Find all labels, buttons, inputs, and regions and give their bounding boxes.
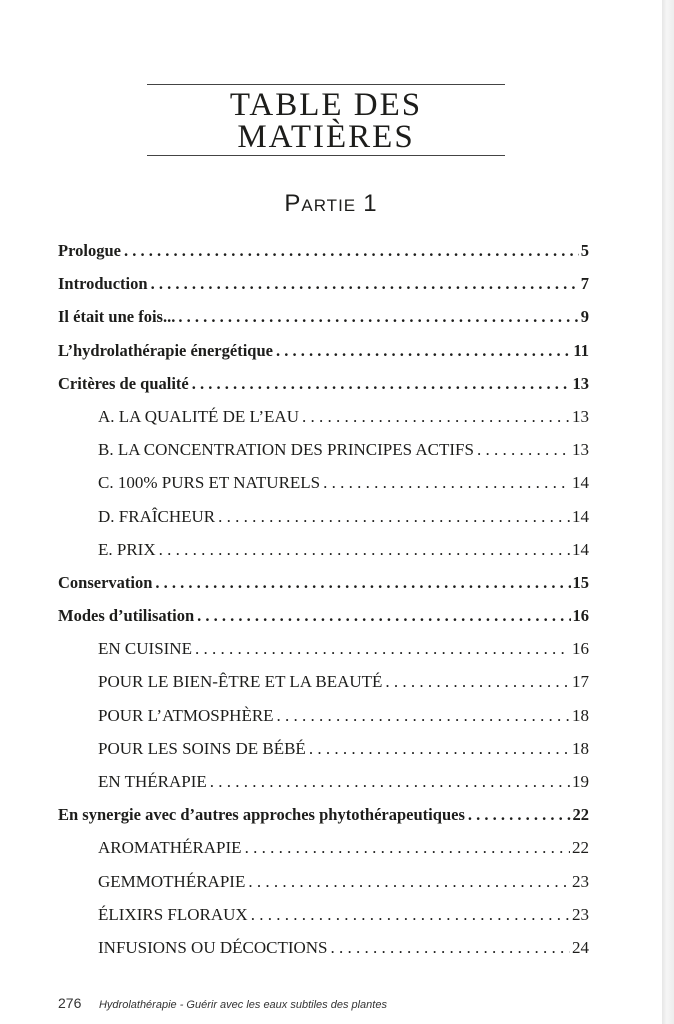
toc-leader-dots xyxy=(218,500,570,533)
part-heading-initial: P xyxy=(284,190,302,217)
toc-entry xyxy=(58,533,589,566)
toc-entry-label: B. LA CONCENTRATION DES PRINCIPES ACTIFS xyxy=(98,440,474,460)
toc-entry xyxy=(58,500,589,533)
toc-entry-page: 13 xyxy=(572,373,589,393)
toc-leader-dots xyxy=(277,699,570,732)
toc-entry-label: INFUSIONS OU DÉCOCTIONS xyxy=(98,937,328,957)
toc-leader-dots xyxy=(151,267,579,300)
toc-leader-dots xyxy=(245,831,570,864)
toc-entry xyxy=(58,865,589,898)
toc-entry-page: 16 xyxy=(572,606,589,626)
toc-entry xyxy=(58,234,589,267)
toc-entry-page: 16 xyxy=(572,639,589,659)
footer-book-title: Hydrolathérapie - Guérir avec les eaux subtiles des plantes xyxy=(98,999,387,1011)
toc-leader-dots xyxy=(192,367,571,400)
toc-entry-label: POUR LE BIEN-ÊTRE ET LA BEAUTÉ xyxy=(98,672,383,692)
toc-entry-label: EN THÉRAPIE xyxy=(98,772,207,791)
toc-leader-dots xyxy=(323,466,570,499)
toc-entry-label: AROMATHÉRAPIE xyxy=(98,838,242,858)
toc-entry-page: 11 xyxy=(573,340,589,360)
toc-entry-label: Critères de qualité xyxy=(58,373,189,393)
toc-leader-dots xyxy=(302,400,570,433)
toc-entry xyxy=(58,665,589,698)
toc-entry xyxy=(58,300,589,333)
toc-entry-page: 13 xyxy=(572,440,589,460)
toc-entry-page: 5 xyxy=(580,241,589,260)
title-block xyxy=(146,84,506,156)
toc-entry-label: POUR LES SOINS DE BÉBÉ xyxy=(98,738,306,758)
toc-entry-page: 17 xyxy=(572,672,589,692)
toc-entry-page: 23 xyxy=(572,871,589,891)
toc-leader-dots xyxy=(468,798,571,831)
toc-entry-page: 14 xyxy=(572,506,589,526)
title-rule-bottom xyxy=(147,155,505,156)
toc-leader-dots xyxy=(331,931,570,964)
toc-entry-label: Il était une fois... xyxy=(58,307,176,327)
toc-entry xyxy=(58,898,589,931)
page-edge-shadow xyxy=(662,0,674,1024)
toc-leader-dots xyxy=(195,632,570,665)
toc-entry xyxy=(58,632,589,665)
toc-entry-label: D. FRAÎCHEUR xyxy=(98,506,216,526)
toc-leader-dots xyxy=(210,765,570,798)
toc-entry-label: GEMMOTHÉRAPIE xyxy=(98,871,246,891)
toc-entry-label: A. LA QUALITÉ DE L’EAU xyxy=(98,406,299,426)
toc-entry xyxy=(58,831,589,864)
toc-entry-page: 18 xyxy=(572,705,589,725)
toc-leader-dots xyxy=(178,300,578,333)
toc-entry-label: EN CUISINE xyxy=(98,639,192,659)
toc-entry-page: 19 xyxy=(572,772,589,791)
part-heading-number: 1 xyxy=(363,190,378,217)
toc-entry-page: 18 xyxy=(572,738,589,758)
toc-entry xyxy=(58,566,589,599)
part-heading-rest: ARTIE xyxy=(301,196,357,215)
toc-entry xyxy=(58,599,589,632)
toc-entry-page: 15 xyxy=(572,572,589,592)
toc-entry-page: 14 xyxy=(572,539,589,559)
toc-entry xyxy=(58,732,589,765)
toc-leader-dots xyxy=(248,865,570,898)
part-heading xyxy=(0,190,662,218)
toc-entry-page: 22 xyxy=(572,838,589,858)
toc-entry-label: L’hydrolathérapie énergétique xyxy=(58,340,273,360)
toc-entry xyxy=(58,367,589,400)
table-of-contents xyxy=(58,234,589,964)
toc-entry-label: C. 100% PURS ET NATURELS xyxy=(98,473,321,493)
toc-entry-page: 7 xyxy=(580,274,589,294)
page-footer xyxy=(58,995,387,1011)
toc-entry xyxy=(58,267,589,300)
toc-entry xyxy=(58,334,589,367)
toc-entry-page: 24 xyxy=(572,937,589,957)
toc-leader-dots xyxy=(159,533,570,566)
toc-entry-label: Modes d’utilisation xyxy=(58,606,195,626)
toc-leader-dots xyxy=(385,665,570,698)
toc-entry-page: 14 xyxy=(572,473,589,493)
toc-entry-page: 9 xyxy=(580,307,589,327)
toc-entry-label: E. PRIX xyxy=(98,539,156,559)
toc-entry xyxy=(58,400,589,433)
toc-entry-label: POUR L’ATMOSPHÈRE xyxy=(98,705,274,725)
toc-entry-page: 22 xyxy=(572,805,589,825)
toc-entry-page: 13 xyxy=(572,406,589,426)
toc-entry-label: Prologue xyxy=(58,241,121,260)
toc-leader-dots xyxy=(309,732,570,765)
toc-leader-dots xyxy=(477,433,570,466)
toc-leader-dots xyxy=(124,234,579,267)
toc-entry-page: 23 xyxy=(572,904,589,924)
toc-entry-label: ÉLIXIRS FLORAUX xyxy=(98,904,248,924)
toc-entry xyxy=(58,699,589,732)
page-title: TABLE DES MATIÈRES xyxy=(229,87,423,155)
toc-entry xyxy=(58,433,589,466)
toc-entry xyxy=(58,466,589,499)
toc-entry-label: Conservation xyxy=(58,572,153,592)
toc-leader-dots xyxy=(155,566,570,599)
toc-entry xyxy=(58,931,589,964)
footer-page-number: 276 xyxy=(58,995,82,1011)
toc-entry-label: En synergie avec d’autres approches phytothérapeutiques xyxy=(58,805,465,825)
toc-entry-label: Introduction xyxy=(58,274,148,294)
toc-leader-dots xyxy=(251,898,570,931)
toc-leader-dots xyxy=(197,599,570,632)
toc-entry xyxy=(58,798,589,831)
toc-entry xyxy=(58,765,589,798)
toc-leader-dots xyxy=(276,334,571,367)
